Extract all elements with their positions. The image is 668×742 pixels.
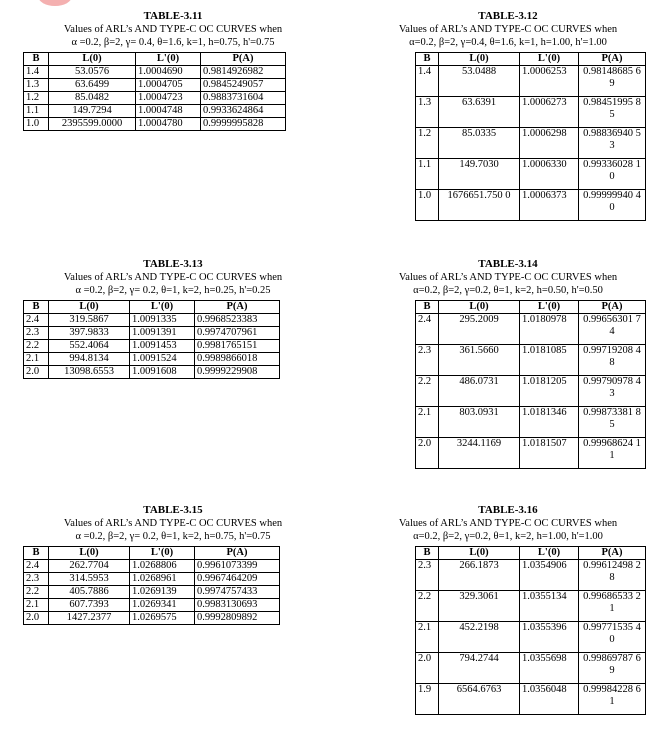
cell-b: 1.1 bbox=[416, 159, 439, 190]
cell-pa: 0.99869787 69 bbox=[579, 653, 646, 684]
cell-pa: 0.99968624 11 bbox=[579, 438, 646, 469]
cell-l0: 53.0488 bbox=[439, 66, 520, 97]
cell-l0: 53.0576 bbox=[49, 66, 136, 79]
cell-l-prime-0: 1.0181346 bbox=[520, 407, 579, 438]
cell-pa: 0.9933624864 bbox=[201, 105, 286, 118]
table-row bbox=[416, 684, 646, 715]
header-l0: L(0) bbox=[49, 53, 136, 66]
header-l-prime-0: L'(0) bbox=[520, 53, 579, 66]
cell-l-prime-0: 1.0091335 bbox=[130, 314, 195, 327]
cell-l-prime-0: 1.0180978 bbox=[520, 314, 579, 345]
data-table bbox=[415, 300, 646, 469]
cell-pa: 0.99984228 61 bbox=[579, 684, 646, 715]
table-row bbox=[24, 353, 280, 366]
header-pa: P(A) bbox=[201, 53, 286, 66]
header-pa: P(A) bbox=[195, 301, 280, 314]
cell-l0: 3244.1169 bbox=[439, 438, 520, 469]
table-row bbox=[24, 118, 286, 131]
table-header-row bbox=[24, 301, 280, 314]
header-l-prime-0: L'(0) bbox=[130, 301, 195, 314]
cell-l-prime-0: 1.0091608 bbox=[130, 366, 195, 379]
table-row bbox=[24, 314, 280, 327]
table-parameters: α=0.2, β=2, γ=0.2, θ=1, k=2, h=1.00, h'=1.00 bbox=[413, 531, 603, 542]
table-block-3-13 bbox=[16, 258, 330, 379]
cell-b: 2.4 bbox=[24, 314, 49, 327]
table-row bbox=[24, 79, 286, 92]
cell-b: 2.3 bbox=[416, 560, 439, 591]
cell-l0: 149.7294 bbox=[49, 105, 136, 118]
cell-l-prime-0: 1.0268961 bbox=[130, 573, 195, 586]
table-subtitle: Values of ARL’s AND TYPE-C OC CURVES when bbox=[63, 272, 283, 283]
cell-pa: 0.9983130693 bbox=[195, 599, 280, 612]
cell-b: 1.3 bbox=[24, 79, 49, 92]
cell-l-prime-0: 1.0004780 bbox=[136, 118, 201, 131]
cell-b: 2.4 bbox=[416, 314, 439, 345]
cell-l-prime-0: 1.0269139 bbox=[130, 586, 195, 599]
cell-pa: 0.99612498 28 bbox=[579, 560, 646, 591]
table-row bbox=[416, 345, 646, 376]
header-b: B bbox=[24, 53, 49, 66]
table-row bbox=[24, 586, 280, 599]
cell-l0: 262.7704 bbox=[49, 560, 130, 573]
table-block-3-15 bbox=[16, 504, 330, 625]
header-l0: L(0) bbox=[49, 301, 130, 314]
cell-b: 2.1 bbox=[24, 599, 49, 612]
cell-l-prime-0: 1.0006330 bbox=[520, 159, 579, 190]
cell-b: 2.4 bbox=[24, 560, 49, 573]
cell-b: 1.4 bbox=[416, 66, 439, 97]
table-title: TABLE-3.13 bbox=[143, 258, 203, 270]
cell-b: 1.0 bbox=[416, 190, 439, 221]
table-row bbox=[416, 622, 646, 653]
table-row bbox=[416, 97, 646, 128]
table-row bbox=[24, 573, 280, 586]
logo-fragment bbox=[38, 0, 72, 6]
cell-pa: 0.99873381 85 bbox=[579, 407, 646, 438]
cell-b: 1.1 bbox=[24, 105, 49, 118]
cell-pa: 0.99336028 10 bbox=[579, 159, 646, 190]
cell-b: 2.2 bbox=[24, 586, 49, 599]
cell-l0: 6564.6763 bbox=[439, 684, 520, 715]
table-row bbox=[416, 314, 646, 345]
cell-l0: 1427.2377 bbox=[49, 612, 130, 625]
table-parameters: α =0.2, β=2, γ= 0.2, θ=1, k=2, h=0.25, h'=0.25 bbox=[75, 285, 271, 296]
table-header-row bbox=[24, 547, 280, 560]
table-header-row bbox=[416, 547, 646, 560]
table-subtitle: Values of ARL’s AND TYPE-C OC CURVES when bbox=[63, 24, 283, 35]
cell-l-prime-0: 1.0269341 bbox=[130, 599, 195, 612]
cell-l-prime-0: 1.0006373 bbox=[520, 190, 579, 221]
cell-pa: 0.9967464209 bbox=[195, 573, 280, 586]
table-row bbox=[24, 560, 280, 573]
table-block-3-11 bbox=[16, 10, 330, 131]
cell-l-prime-0: 1.0091453 bbox=[130, 340, 195, 353]
table-header-row bbox=[416, 53, 646, 66]
cell-l0: 607.7393 bbox=[49, 599, 130, 612]
data-table bbox=[23, 546, 280, 625]
cell-l0: 63.6499 bbox=[49, 79, 136, 92]
table-title: TABLE-3.11 bbox=[143, 10, 203, 22]
cell-b: 2.1 bbox=[24, 353, 49, 366]
data-table bbox=[415, 52, 646, 221]
header-l0: L(0) bbox=[439, 53, 520, 66]
header-pa: P(A) bbox=[195, 547, 280, 560]
table-row bbox=[416, 128, 646, 159]
cell-b: 1.4 bbox=[24, 66, 49, 79]
cell-b: 1.2 bbox=[416, 128, 439, 159]
header-pa: P(A) bbox=[579, 53, 646, 66]
table-title: TABLE-3.16 bbox=[478, 504, 538, 516]
cell-l-prime-0: 1.0004748 bbox=[136, 105, 201, 118]
cell-l0: 397.9833 bbox=[49, 327, 130, 340]
cell-b: 2.2 bbox=[416, 591, 439, 622]
cell-l-prime-0: 1.0006253 bbox=[520, 66, 579, 97]
cell-l0: 803.0931 bbox=[439, 407, 520, 438]
header-l-prime-0: L'(0) bbox=[136, 53, 201, 66]
cell-l-prime-0: 1.0355134 bbox=[520, 591, 579, 622]
cell-l0: 1676651.750 0 bbox=[439, 190, 520, 221]
table-header-row bbox=[416, 301, 646, 314]
table-title: TABLE-3.15 bbox=[143, 504, 203, 516]
cell-l-prime-0: 1.0181085 bbox=[520, 345, 579, 376]
table-row bbox=[24, 92, 286, 105]
cell-l-prime-0: 1.0091391 bbox=[130, 327, 195, 340]
cell-pa: 0.98451995 85 bbox=[579, 97, 646, 128]
table-parameters: α =0.2, β=2, γ= 0.2, θ=1, k=2, h=0.75, h'=0.75 bbox=[75, 531, 271, 542]
cell-pa: 0.9989866018 bbox=[195, 353, 280, 366]
cell-l-prime-0: 1.0268806 bbox=[130, 560, 195, 573]
table-subtitle: Values of ARL’s AND TYPE-C OC CURVES when bbox=[398, 24, 618, 35]
table-row bbox=[416, 560, 646, 591]
cell-pa: 0.9814926982 bbox=[201, 66, 286, 79]
table-block-3-16 bbox=[352, 504, 664, 715]
data-table bbox=[415, 546, 646, 715]
table-subtitle: Values of ARL’s AND TYPE-C OC CURVES when bbox=[398, 272, 618, 283]
header-pa: P(A) bbox=[579, 547, 646, 560]
cell-b: 2.0 bbox=[416, 653, 439, 684]
table-row bbox=[416, 190, 646, 221]
table-parameters: α =0.2, β=2, γ= 0.4, θ=1.6, k=1, h=0.75, h'=0.75 bbox=[71, 37, 275, 48]
table-row bbox=[24, 105, 286, 118]
cell-b: 2.3 bbox=[24, 573, 49, 586]
cell-b: 1.0 bbox=[24, 118, 49, 131]
cell-l-prime-0: 1.0004705 bbox=[136, 79, 201, 92]
header-l-prime-0: L'(0) bbox=[520, 547, 579, 560]
cell-pa: 0.9992809892 bbox=[195, 612, 280, 625]
table-row bbox=[24, 366, 280, 379]
table-subtitle: Values of ARL’s AND TYPE-C OC CURVES when bbox=[398, 518, 618, 529]
cell-b: 2.1 bbox=[416, 622, 439, 653]
cell-b: 2.3 bbox=[24, 327, 49, 340]
cell-l0: 319.5867 bbox=[49, 314, 130, 327]
data-table bbox=[23, 52, 286, 131]
table-title: TABLE-3.12 bbox=[478, 10, 538, 22]
cell-pa: 0.9845249057 bbox=[201, 79, 286, 92]
table-row bbox=[24, 340, 280, 353]
cell-pa: 0.98836940 53 bbox=[579, 128, 646, 159]
cell-pa: 0.99686533 21 bbox=[579, 591, 646, 622]
table-parameters: α=0.2, β=2, γ=0.4, θ=1.6, k=1, h=1.00, h'=1.00 bbox=[409, 37, 607, 48]
table-row bbox=[416, 438, 646, 469]
data-table bbox=[23, 300, 280, 379]
header-l0: L(0) bbox=[439, 301, 520, 314]
cell-l0: 361.5660 bbox=[439, 345, 520, 376]
cell-pa: 0.9968523383 bbox=[195, 314, 280, 327]
cell-l0: 405.7886 bbox=[49, 586, 130, 599]
cell-l0: 85.0335 bbox=[439, 128, 520, 159]
table-title: TABLE-3.14 bbox=[478, 258, 538, 270]
cell-pa: 0.98148685 69 bbox=[579, 66, 646, 97]
cell-pa: 0.99999940 40 bbox=[579, 190, 646, 221]
cell-l0: 552.4064 bbox=[49, 340, 130, 353]
cell-pa: 0.9981765151 bbox=[195, 340, 280, 353]
cell-b: 1.9 bbox=[416, 684, 439, 715]
table-row bbox=[416, 376, 646, 407]
cell-pa: 0.9974707961 bbox=[195, 327, 280, 340]
cell-l-prime-0: 1.0269575 bbox=[130, 612, 195, 625]
table-row bbox=[24, 66, 286, 79]
header-b: B bbox=[24, 547, 49, 560]
cell-b: 2.2 bbox=[416, 376, 439, 407]
cell-pa: 0.99790978 43 bbox=[579, 376, 646, 407]
cell-b: 2.3 bbox=[416, 345, 439, 376]
header-b: B bbox=[416, 301, 439, 314]
cell-l-prime-0: 1.0356048 bbox=[520, 684, 579, 715]
cell-pa: 0.9999995828 bbox=[201, 118, 286, 131]
cell-l0: 452.2198 bbox=[439, 622, 520, 653]
cell-l-prime-0: 1.0181205 bbox=[520, 376, 579, 407]
cell-pa: 0.99771535 40 bbox=[579, 622, 646, 653]
cell-l-prime-0: 1.0004723 bbox=[136, 92, 201, 105]
cell-l0: 149.7030 bbox=[439, 159, 520, 190]
header-b: B bbox=[416, 53, 439, 66]
cell-b: 1.3 bbox=[416, 97, 439, 128]
table-subtitle: Values of ARL’s AND TYPE-C OC CURVES when bbox=[63, 518, 283, 529]
cell-l0: 13098.6553 bbox=[49, 366, 130, 379]
cell-b: 2.0 bbox=[24, 612, 49, 625]
cell-l0: 2395599.0000 bbox=[49, 118, 136, 131]
header-l-prime-0: L'(0) bbox=[520, 301, 579, 314]
header-b: B bbox=[416, 547, 439, 560]
header-l-prime-0: L'(0) bbox=[130, 547, 195, 560]
table-row bbox=[416, 591, 646, 622]
cell-l-prime-0: 1.0354906 bbox=[520, 560, 579, 591]
table-row bbox=[416, 159, 646, 190]
table-block-3-14 bbox=[352, 258, 664, 469]
cell-b: 1.2 bbox=[24, 92, 49, 105]
cell-l-prime-0: 1.0355396 bbox=[520, 622, 579, 653]
table-row bbox=[24, 327, 280, 340]
cell-pa: 0.9961073399 bbox=[195, 560, 280, 573]
cell-l0: 266.1873 bbox=[439, 560, 520, 591]
cell-b: 2.0 bbox=[416, 438, 439, 469]
cell-l0: 85.0482 bbox=[49, 92, 136, 105]
cell-pa: 0.9974757433 bbox=[195, 586, 280, 599]
table-row bbox=[24, 599, 280, 612]
cell-b: 2.2 bbox=[24, 340, 49, 353]
table-header-row bbox=[24, 53, 286, 66]
header-pa: P(A) bbox=[579, 301, 646, 314]
cell-l0: 314.5953 bbox=[49, 573, 130, 586]
cell-l0: 329.3061 bbox=[439, 591, 520, 622]
cell-l0: 63.6391 bbox=[439, 97, 520, 128]
cell-pa: 0.9883731604 bbox=[201, 92, 286, 105]
cell-l-prime-0: 1.0091524 bbox=[130, 353, 195, 366]
cell-l0: 994.8134 bbox=[49, 353, 130, 366]
cell-l0: 794.2744 bbox=[439, 653, 520, 684]
cell-l-prime-0: 1.0006298 bbox=[520, 128, 579, 159]
cell-b: 2.1 bbox=[416, 407, 439, 438]
cell-l-prime-0: 1.0004690 bbox=[136, 66, 201, 79]
cell-l0: 295.2009 bbox=[439, 314, 520, 345]
cell-l0: 486.0731 bbox=[439, 376, 520, 407]
table-row bbox=[416, 66, 646, 97]
cell-b: 2.0 bbox=[24, 366, 49, 379]
header-b: B bbox=[24, 301, 49, 314]
cell-pa: 0.99656301 74 bbox=[579, 314, 646, 345]
table-row bbox=[416, 407, 646, 438]
cell-pa: 0.99719208 48 bbox=[579, 345, 646, 376]
cell-l-prime-0: 1.0181507 bbox=[520, 438, 579, 469]
table-block-3-12 bbox=[352, 10, 664, 221]
table-row bbox=[416, 653, 646, 684]
cell-l-prime-0: 1.0355698 bbox=[520, 653, 579, 684]
header-l0: L(0) bbox=[49, 547, 130, 560]
header-l0: L(0) bbox=[439, 547, 520, 560]
table-parameters: α=0.2, β=2, γ=0.2, θ=1, k=2, h=0.50, h'=0.50 bbox=[413, 285, 603, 296]
cell-pa: 0.9999229908 bbox=[195, 366, 280, 379]
cell-l-prime-0: 1.0006273 bbox=[520, 97, 579, 128]
table-row bbox=[24, 612, 280, 625]
